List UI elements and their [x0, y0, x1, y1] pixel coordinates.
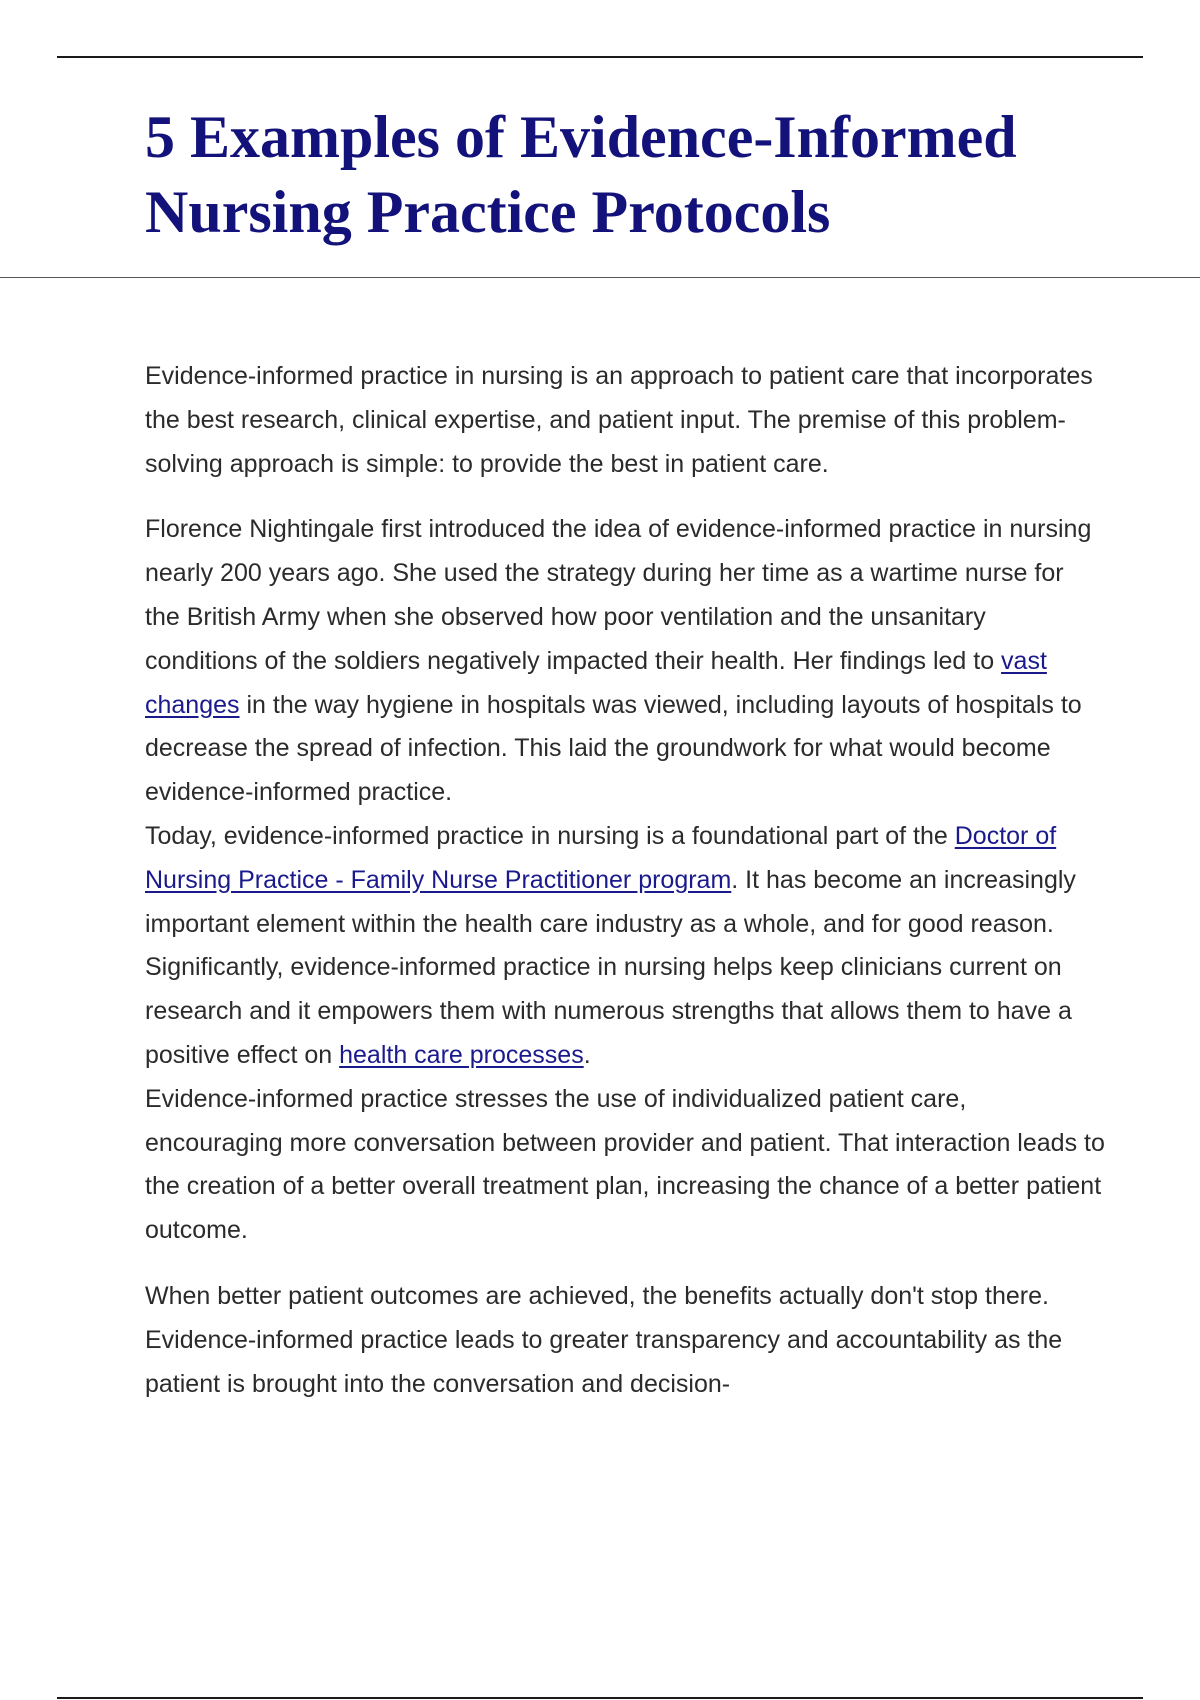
paragraph-today	[145, 815, 1105, 1078]
paragraph-outcomes: When better patient outcomes are achieved, the benefits actually don't stop there. Evidence-informed practice leads to greater transparency and accountability as the patient is brought into the conversation and decision-	[145, 1281, 1063, 1398]
title-line-1: 5 Examples of Evidence-Informed	[145, 104, 1017, 170]
link-health-care-processes[interactable]: health care processes	[339, 1040, 584, 1069]
paragraph-individualized-care: Evidence-informed practice stresses the use of individualized patient care, encouraging more conversation between provider and patient. That interaction leads to the creation of a better overall treatment plan, increasing the chance of a better patient outcome.	[145, 1084, 1105, 1245]
link-vast-changes[interactable]: vast changes	[145, 646, 1047, 719]
paragraph-nightingale-text-2: in the way hygiene in hospitals was viewed, including layouts of hospitals to decrease the spread of infection. This laid the groundwork for what would become evidence-informed practice.	[145, 690, 1082, 807]
paragraph-intro: Evidence-informed practice in nursing is an approach to patient care that incorporates the best research, clinical expertise, and patient input. The premise of this problem-solving approach is simple: to provide the best in patient care.	[145, 362, 1093, 478]
article-body	[145, 355, 1105, 1406]
title-line-2: Nursing Practice Protocols	[145, 179, 831, 245]
title-divider	[0, 277, 1200, 278]
page-title	[145, 100, 1145, 250]
paragraph-today-text-1: Today, evidence-informed practice in nursing is a foundational part of the	[145, 821, 955, 850]
paragraph-nightingale	[145, 508, 1105, 815]
paragraph-today-text-3: .	[583, 1040, 591, 1069]
paragraph-nightingale-text-1: Florence Nightingale first introduced the idea of evidence-informed practice in nursing nearly 200 years ago. She used the strategy during her time as a wartime nurse for the British Army when she observed how poor ventilation and the unsanitary conditions of the soldiers negatively impacted their health. Her findings led to	[145, 515, 1092, 675]
link-dnp-fnp-program[interactable]: Doctor of Nursing Practice - Family Nurse Practitioner program	[145, 821, 1057, 894]
top-rule	[57, 56, 1143, 58]
paragraph-today-text-2: . It has become an increasingly important element within the health care industry as a whole, and for good reason. Significantly, evidence-informed practice in nursing helps keep clinicians current on research and it empowers them with numerous strengths that allows them to have a positive effect on	[145, 865, 1076, 1069]
bottom-rule	[57, 1697, 1143, 1699]
